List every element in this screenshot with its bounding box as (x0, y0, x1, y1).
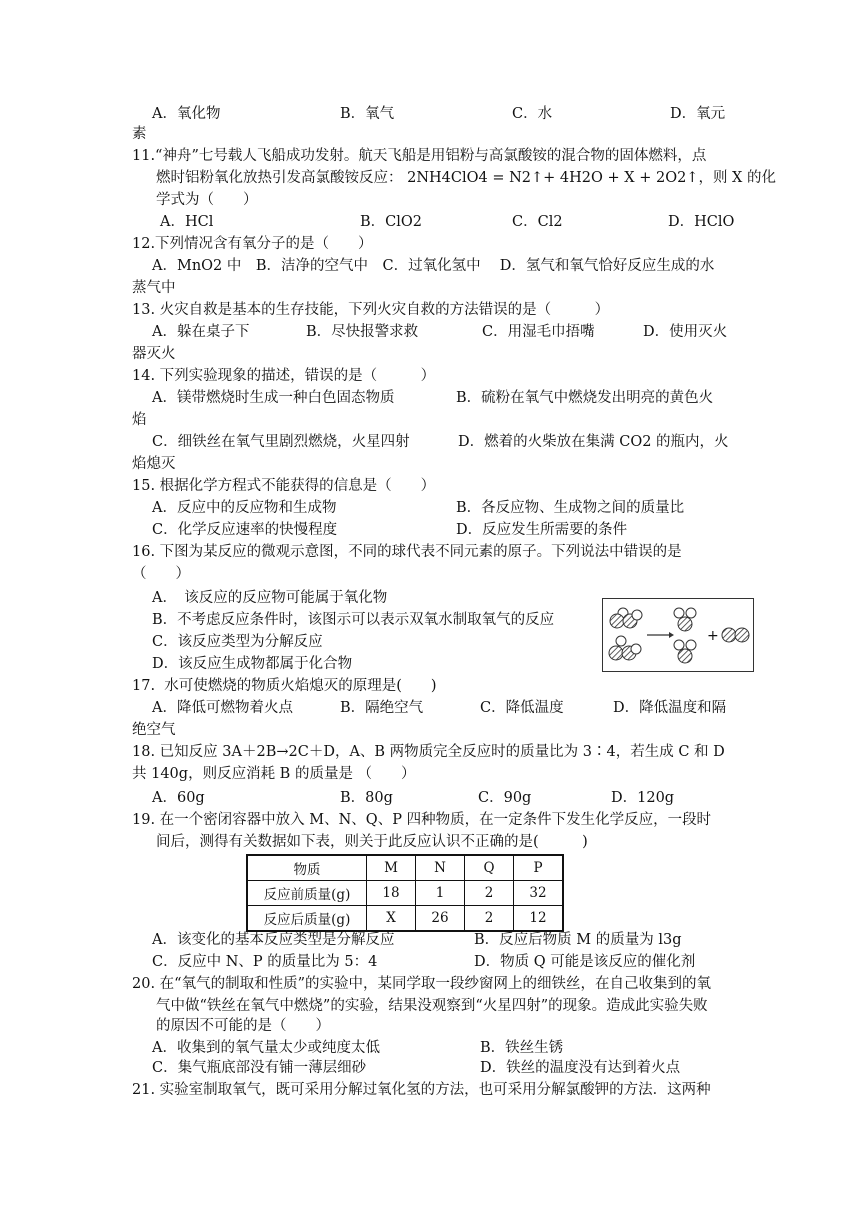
table-row (247, 881, 563, 906)
table-header-cell: P (514, 855, 564, 881)
q15-option-b: B．各反应物、生成物之间的质量比 (456, 500, 685, 516)
q19-stem-line1: 19. 在一个密闭容器中放入 M、N、Q、P 四种物质，在一定条件下发生化学反应，一段时 (132, 812, 712, 828)
q14-option-a: A．镁带燃烧时生成一种白色固态物质 (152, 390, 395, 406)
q11-stem-line3: 学式为（ ） (156, 192, 258, 208)
q19-option-a: A．该变化的基本反应类型是分解反应 (152, 932, 395, 948)
q18-option-a: A．60g (152, 790, 205, 806)
table-cell: X (367, 906, 416, 932)
q12-options-continuation: 蒸气中 (132, 280, 176, 296)
q14-stem: 14. 下列实验现象的描述，错误的是（ ） (132, 368, 436, 384)
q18-stem-line1: 18. 已知反应 3A＋2B→2C＋D，A、B 两物质完全反应时的质量比为 3∶4，若生成 C 和 D (132, 744, 725, 760)
q11-option-b: B．ClO2 (360, 214, 423, 230)
table-cell: 反应后质量(g) (247, 906, 367, 932)
q14-option-b: B．硫粉在氧气中燃烧发出明亮的黄色火 (456, 390, 714, 406)
q14-option-d-continuation: 焰熄灭 (132, 456, 176, 472)
q13-option-d: D．使用灭火 (643, 324, 728, 340)
table-cell: 2 (465, 881, 514, 906)
q13-option-continuation: 器灭火 (132, 346, 176, 362)
plus-sign: + (707, 628, 719, 644)
table-cell: 12 (514, 906, 564, 932)
reactant-molecule-1 (610, 608, 642, 628)
q11-option-c: C．Cl2 (512, 214, 563, 230)
q15-option-a: A．反应中的反应物和生成物 (152, 500, 337, 516)
reaction-diagram-svg (603, 599, 753, 671)
q12-stem: 12.下列情况含有氧分子的是（ ） (132, 236, 373, 252)
q20-stem-line2: 气中做“铁丝在氧气中燃烧”的实验，结果没观察到“火星四射”的现象。造成此实验失败 (156, 998, 708, 1014)
q16-stem-line2: （ ） (132, 566, 190, 582)
q15-option-d: D．反应发生所需要的条件 (456, 522, 628, 538)
q21-stem-line1: 21. 实验室制取氧气，既可采用分解过氧化氢的方法，也可采用分解氯酸钾的方法．这两种 (132, 1082, 711, 1098)
q14-option-c: C．细铁丝在氧气里剧烈燃烧，火星四射 (152, 434, 410, 450)
product-molecule-2 (674, 640, 696, 663)
reactant-molecule-2 (609, 636, 641, 660)
q10-option-c: C．水 (512, 106, 553, 122)
q11-option-a: A．HCl (160, 214, 214, 230)
q15-option-c: C．化学反应速率的快慢程度 (152, 522, 338, 538)
q14-option-d: D．燃着的火柴放在集满 CO2 的瓶内，火 (458, 434, 729, 450)
q11-option-d: D．HClO (668, 214, 735, 230)
q16-option-b: B．不考虑反应条件时，该图示可以表示双氧水制取氧气的反应 (152, 612, 555, 628)
q13-option-c: C．用湿毛巾捂嘴 (482, 324, 595, 340)
table-cell: 1 (416, 881, 465, 906)
q17-option-d: D．降低温度和隔 (613, 700, 727, 716)
q16-option-c: C．该反应类型为分解反应 (152, 634, 323, 650)
table-cell: 32 (514, 881, 564, 906)
q10-option-b: B．氧气 (340, 106, 395, 122)
table-header-cell: 物质 (247, 855, 367, 881)
q20-stem-line3: 的原因不可能的是（ ） (156, 1018, 330, 1034)
q11-stem-line1: 11.“神舟”七号载人飞船成功发射。航天飞船是用铝粉与高氯酸铵的混合物的固体燃料，点 (132, 148, 707, 164)
table-cell: 26 (416, 906, 465, 932)
q11-stem-line2: 燃时铝粉氧化放热引发高氯酸铵反应： 2NH4ClO4 = N2↑+ 4H2O + X + 2O2↑，则 X 的化 (156, 170, 776, 186)
q10-option-continuation: 素 (132, 126, 147, 142)
table-cell: 2 (465, 906, 514, 932)
q15-stem: 15. 根据化学方程式不能获得的信息是（ ） (132, 478, 436, 494)
table-cell: 反应前质量(g) (247, 881, 367, 906)
product-molecule-3 (722, 628, 749, 642)
q20-stem-line1: 20. 在“氧气的制取和性质”的实验中，某同学取一段纱窗网上的细铁丝，在自己收集到的氧 (132, 976, 711, 992)
q17-stem: 17. 水可使燃烧的物质火焰熄灭的原理是( ) (132, 678, 437, 694)
q18-stem-line2: 共 140g，则反应消耗 B 的质量是 （ ） (132, 766, 416, 782)
q20-option-b: B．铁丝生锈 (480, 1040, 564, 1056)
table-header-cell: Q (465, 855, 514, 881)
reaction-arrow (647, 632, 674, 638)
q19-stem-line2: 间后，测得有关数据如下表，则关于此反应认识不正确的是( ) (156, 834, 588, 850)
q18-option-d: D．120g (611, 790, 675, 806)
mass-data-table (246, 854, 564, 932)
reaction-micro-diagram (602, 598, 754, 672)
q18-option-b: B．80g (340, 790, 393, 806)
q16-stem-line1: 16. 下图为某反应的微观示意图，不同的球代表不同元素的原子。下列说法中错误的是 (132, 544, 682, 560)
q13-stem: 13. 火灾自救是基本的生存技能，下列火灾自救的方法错误的是（ ） (132, 302, 610, 318)
q19-option-b: B．反应后物质 M 的质量为 l3g (474, 932, 682, 948)
q20-option-a: A．收集到的氧气量太少或纯度太低 (152, 1040, 380, 1056)
table-header-row (247, 855, 563, 881)
q16-option-a: A． 该反应的反应物可能属于氧化物 (152, 590, 388, 606)
q19-option-c: C．反应中 N、P 的质量比为 5：4 (152, 954, 378, 970)
q12-options-line: A．MnO2 中 B．洁净的空气中 C．过氧化氢中 D．氢气和氧气恰好反应生成的水 (152, 258, 715, 274)
table-header-cell: M (367, 855, 416, 881)
q13-option-b: B．尽快报警求救 (306, 324, 419, 340)
q10-option-a: A．氧化物 (152, 106, 221, 122)
product-molecule-1 (674, 608, 696, 631)
q20-option-d: D．铁丝的温度没有达到着火点 (480, 1060, 681, 1076)
q16-option-d: D．该反应生成物都属于化合物 (152, 656, 353, 672)
q13-option-a: A．躲在桌子下 (152, 324, 250, 340)
table-row (247, 906, 563, 932)
q17-option-b: B．隔绝空气 (340, 700, 424, 716)
q14-option-b-continuation: 焰 (132, 412, 147, 428)
table-header-cell: N (416, 855, 465, 881)
table-cell: 18 (367, 881, 416, 906)
q17-option-continuation: 绝空气 (132, 722, 176, 738)
q20-option-c: C．集气瓶底部没有铺一薄层细砂 (152, 1060, 367, 1076)
q18-option-c: C．90g (478, 790, 532, 806)
q17-option-c: C．降低温度 (480, 700, 564, 716)
q17-option-a: A．降低可燃物着火点 (152, 700, 293, 716)
q10-option-d: D．氧元 (670, 106, 726, 122)
q19-option-d: D．物质 Q 可能是该反应的催化剂 (474, 954, 696, 970)
